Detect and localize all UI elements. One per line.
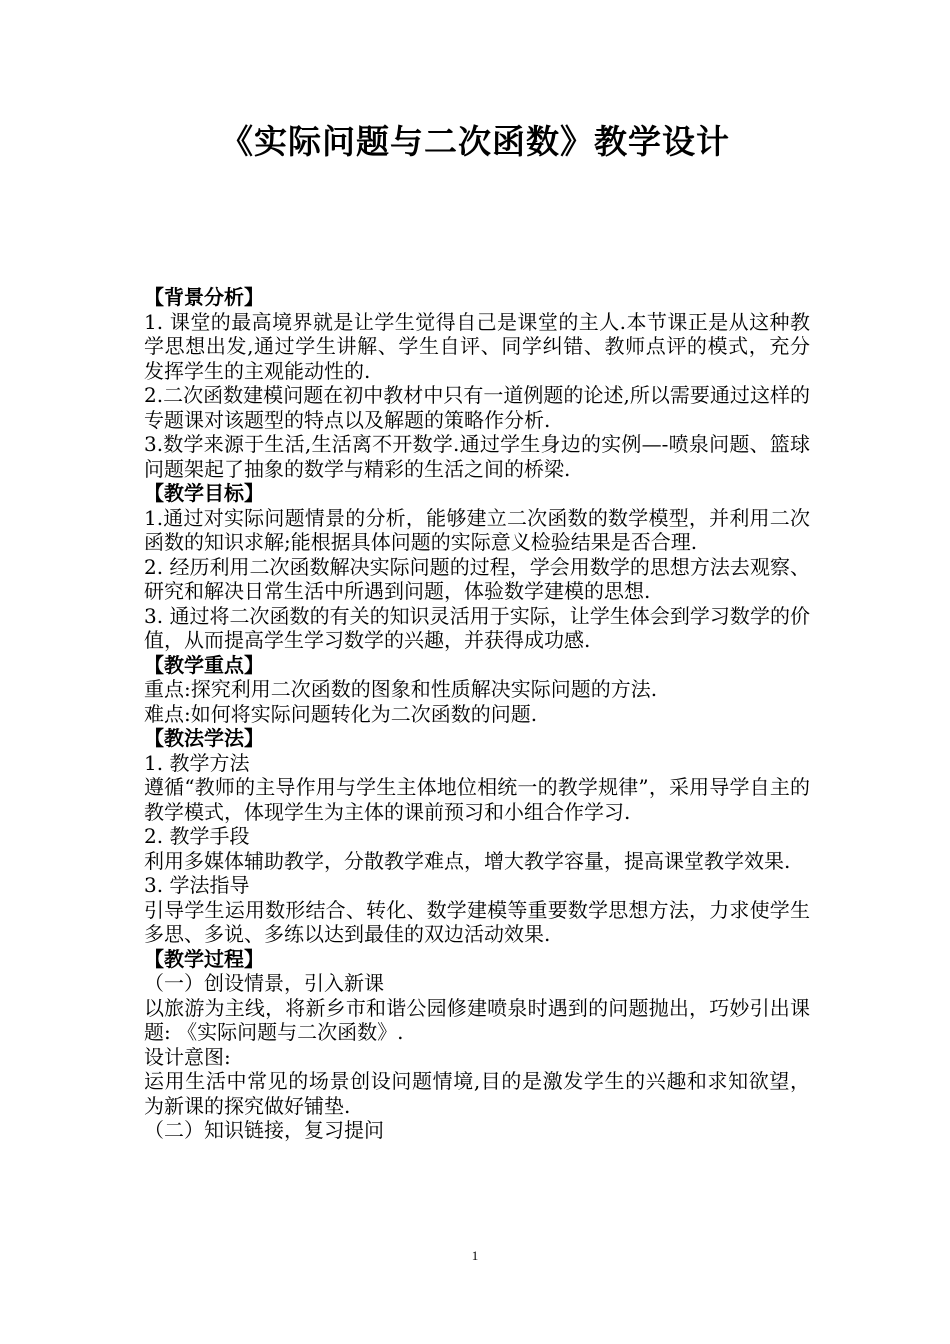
section-heading: 【背景分析】 [144,285,264,309]
paragraph: 3.数学来源于生活,生活离不开数学.通过学生身边的实例—-喷泉问题、篮球问题架起了抽象的数学与精彩的生活之间的桥梁. [144,432,810,481]
paragraph: 2. 教学手段 [144,824,250,848]
paragraph: 遵循“教师的主导作用与学生主体地位相统一的教学规律”，采用导学自主的教学模式，体现学生为主体的课前预习和小组合作学习. [144,775,810,824]
paragraph: 重点:探究利用二次函数的图象和性质解决实际问题的方法. [144,677,658,701]
paragraph: （一）创设情景，引入新课 [144,971,384,995]
paragraph: 难点:如何将实际问题转化为二次函数的问题. [144,701,538,726]
paragraph: 运用生活中常见的场景创设问题情境,目的是激发学生的兴趣和求知欲望，为新课的探究做好铺垫. [144,1069,810,1118]
document-body [144,285,810,1143]
paragraph: 以旅游为主线，将新乡市和谐公园修建喷泉时遇到的问题抛出，巧妙引出课题: 《实际问题与二次函数》. [144,995,810,1044]
section-heading: 【教学过程】 [144,946,264,971]
paragraph: （二）知识链接，复习提问 [144,1118,384,1142]
paragraph: 1. 教学方法 [144,750,250,775]
section-heading: 【教学目标】 [144,481,264,505]
paragraph: 引导学生运用数形结合、转化、数学建模等重要数学思想方法，力求使学生多思、多说、多练以达到最佳的双边活动效果. [144,897,810,946]
paragraph: 1.通过对实际问题情景的分析，能够建立二次函数的数学模型，并利用二次函数的知识求解;能根据具体问题的实际意义检验结果是否合理. [144,505,810,554]
paragraph: 设计意图: [144,1044,231,1069]
section-heading: 【教学重点】 [144,652,264,677]
paragraph: 3. 通过将二次函数的有关的知识灵活用于实际，让学生体会到学习数学的价值，从而提高学生学习数学的兴趣，并获得成功感. [144,603,810,652]
page-number: 1 [471,1248,479,1263]
paragraph: 2. 经历利用二次函数解决实际问题的过程，学会用数学的思想方法去观察、研究和解决日常生活中所遇到问题，体验数学建模的思想. [144,554,810,603]
paragraph: 2.二次函数建模问题在初中教材中只有一道例题的论述,所以需要通过这样的专题课对该题型的特点以及解题的策略作分析. [144,383,810,432]
paragraph: 利用多媒体辅助教学，分散教学难点，增大教学容量，提高课堂教学效果. [144,848,791,873]
section-heading: 【教法学法】 [144,726,264,750]
paragraph: 3. 学法指导 [144,873,250,897]
document-title: 《实际问题与二次函数》教学设计 [220,122,730,161]
paragraph: 1. 课堂的最高境界就是让学生觉得自己是课堂的主人.本节课正是从这种教学思想出发,通过学生讲解、学生自评、同学纠错、教师点评的模式，充分发挥学生的主观能动性的. [144,309,810,383]
